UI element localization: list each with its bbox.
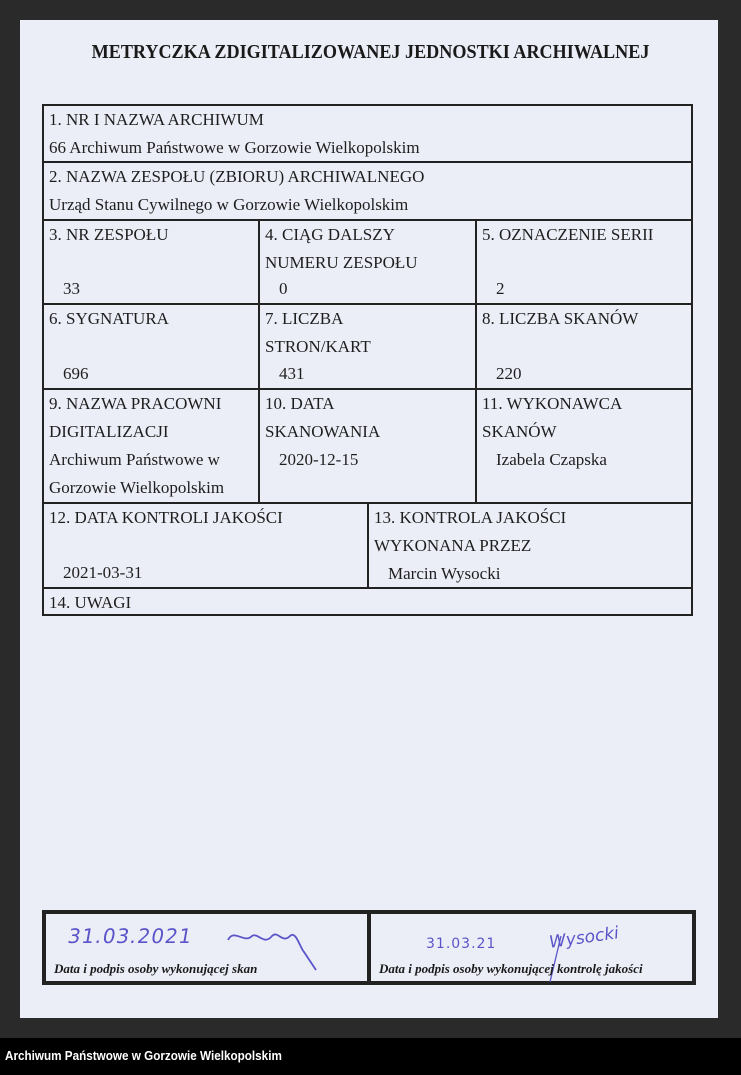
field-label: STRON/KART bbox=[265, 337, 371, 356]
signature-box-scan bbox=[42, 910, 371, 985]
field-label: 14. UWAGI bbox=[49, 593, 132, 612]
field-value: Gorzowie Wielkopolskim bbox=[49, 478, 225, 497]
field-value: 220 bbox=[496, 364, 522, 383]
field-page-count bbox=[258, 303, 477, 390]
field-notes bbox=[42, 587, 693, 616]
signature-box-quality bbox=[367, 910, 696, 985]
field-value: Izabela Czapska bbox=[496, 450, 607, 469]
field-value: Archiwum Państwowe w bbox=[49, 450, 220, 469]
field-archive-name bbox=[42, 104, 693, 163]
field-value: Urząd Stanu Cywilnego w Gorzowie Wielkopolskim bbox=[49, 195, 409, 214]
field-label: 10. DATA bbox=[265, 394, 335, 413]
field-label: NUMERU ZESPOŁU bbox=[265, 253, 418, 272]
field-signature-code bbox=[42, 303, 260, 390]
field-scan-operator bbox=[475, 388, 693, 504]
field-value: 0 bbox=[279, 279, 288, 298]
field-value: 2020-12-15 bbox=[279, 450, 359, 469]
field-fonds-continuation bbox=[258, 219, 477, 305]
field-value: 2 bbox=[496, 279, 505, 298]
field-label: 2. NAZWA ZESPOŁU (ZBIORU) ARCHIWALNEGO bbox=[49, 167, 425, 186]
field-label: 9. NAZWA PRACOWNI bbox=[49, 394, 222, 413]
field-label: 11. WYKONAWCA bbox=[482, 394, 623, 413]
field-scan-date bbox=[258, 388, 477, 504]
field-value: 33 bbox=[63, 279, 80, 298]
field-label: DIGITALIZACJI bbox=[49, 422, 169, 441]
field-value: 696 bbox=[63, 364, 89, 383]
field-scan-count bbox=[475, 303, 693, 390]
footer-archive-name: Archiwum Państwowe w Gorzowie Wielkopolskim bbox=[5, 1048, 282, 1063]
field-label: 5. OZNACZENIE SERII bbox=[482, 225, 654, 244]
field-value: Marcin Wysocki bbox=[388, 564, 501, 583]
signature-label: Data i podpis osoby wykonującej skan bbox=[54, 961, 258, 976]
field-label: SKANOWANIA bbox=[265, 422, 381, 441]
field-value: 2021-03-31 bbox=[63, 563, 143, 582]
field-label: 12. DATA KONTROLI JAKOŚCI bbox=[49, 508, 283, 527]
field-label: WYKONANA PRZEZ bbox=[374, 536, 532, 555]
field-qc-operator bbox=[367, 502, 693, 589]
field-fonds-number bbox=[42, 219, 260, 305]
field-label: 4. CIĄG DALSZY bbox=[265, 225, 395, 244]
field-label: 13. KONTROLA JAKOŚCI bbox=[374, 508, 567, 527]
field-digitization-lab bbox=[42, 388, 260, 504]
handwritten-date: 31.03.2021 bbox=[65, 924, 195, 948]
field-value: 66 Archiwum Państwowe w Gorzowie Wielkopolskim bbox=[49, 138, 420, 157]
field-value: 431 bbox=[279, 364, 305, 383]
signature-label: Data i podpis osoby wykonującej kontrolę jakości bbox=[379, 961, 643, 976]
document-title: METRYCZKA ZDIGITALIZOWANEJ JEDNOSTKI ARCHIWALNEJ bbox=[91, 42, 650, 63]
footer-bar bbox=[0, 1038, 741, 1075]
handwritten-signature: Wysocki bbox=[547, 923, 621, 953]
field-label: 1. NR I NAZWA ARCHIWUM bbox=[49, 110, 264, 129]
field-label: 7. LICZBA bbox=[265, 309, 344, 328]
field-fonds-name bbox=[42, 161, 693, 221]
field-label: 6. SYGNATURA bbox=[49, 309, 169, 328]
field-label: SKANÓW bbox=[482, 422, 557, 441]
field-series bbox=[475, 219, 693, 305]
field-label: 8. LICZBA SKANÓW bbox=[482, 309, 639, 328]
handwritten-date: 31.03.21 bbox=[426, 936, 497, 952]
field-label: 3. NR ZESPOŁU bbox=[49, 225, 169, 244]
field-qc-date bbox=[42, 502, 369, 589]
